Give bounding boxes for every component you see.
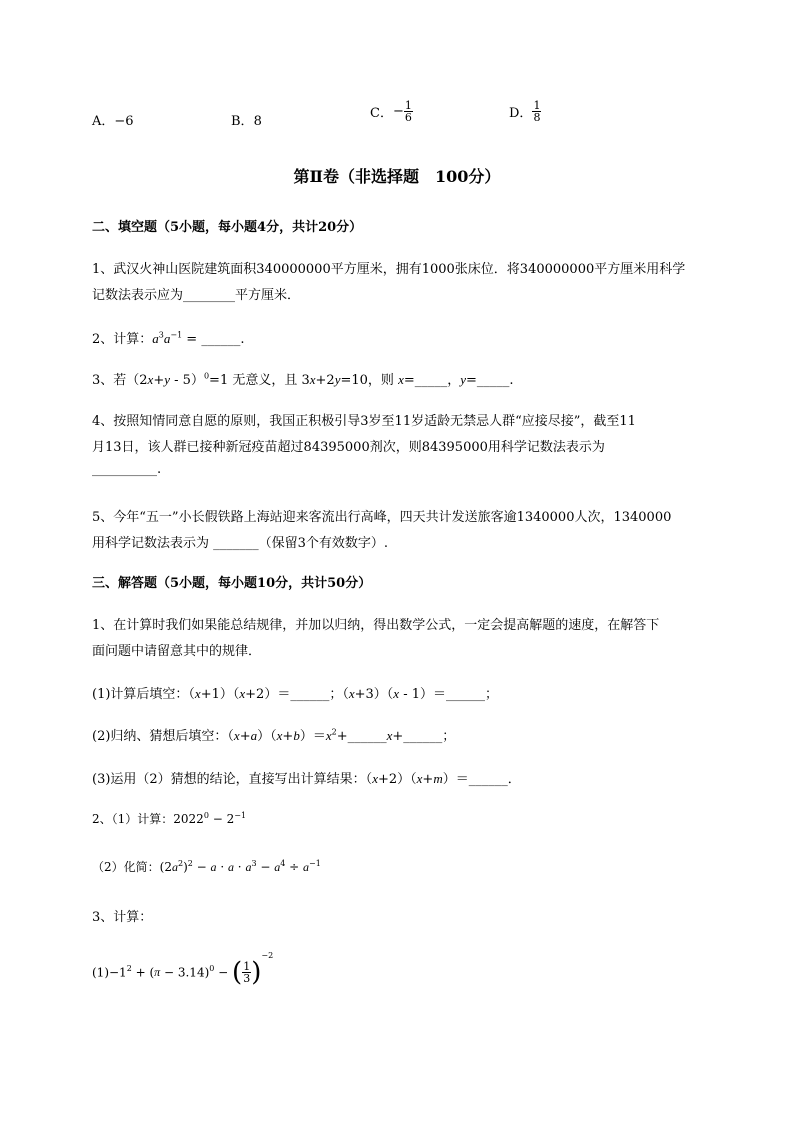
option-a [92,110,134,129]
part2-title: 第Ⅱ卷（非选择题 100分） [293,167,501,186]
s3-q1-part1 [92,683,498,702]
s3-q1-p1-e: - 1）＝______； [399,687,498,702]
option-d [509,100,541,123]
s3-q3-pi: π [154,965,161,979]
s3-q2-part2 [92,858,321,875]
s2-q4-line2: 月13日，该人群已接种新冠疫苗超过84395000剂次，则84395000用科学记数法表示为 [92,440,605,455]
s3-q3-numerator: 1 [243,960,251,973]
s3-q1-p3-d: ）＝______． [442,772,521,787]
s2-q2-exp2: −1 [170,330,183,340]
s3-q2-2-expr-e: ÷ [285,860,303,874]
s2-q3-mid4: =10，则 [340,373,399,388]
option-c-denominator: 6 [404,111,412,124]
s3-q3-prefix: 3、计算： [92,910,153,925]
s3-q2-2-e5: −1 [309,859,321,868]
s2-q3-y: y [164,372,171,387]
option-c-fraction [404,100,413,123]
s2-q5-line2: 用科学记数法表示为 _______（保留3个有效数字）. [92,536,389,551]
s3-q3-e1: 2 [126,964,132,973]
s2-q5-line1: 5、今年“五一”小长假铁路上海站迎来客流出行高峰，四天共计发送旅客逾1340000人次，1340000 [92,510,672,525]
s3-q1-p2-b-var: b [293,728,300,743]
s3-q2-1-base: 2022 [173,812,204,826]
s3-q1-p2-d: + [282,729,294,744]
s3-q1-p2-x3: x [325,728,332,743]
s3-q2-1-mid: − 2 [208,812,235,826]
s3-q1-p3-c: + [422,772,434,787]
s2-q2-exp1: 3 [158,330,164,340]
option-d-label: D． [509,106,533,121]
s3-q3-expr-b: + ( [131,965,155,980]
s3-q1-p3-m: m [433,771,443,786]
s3-q1-p2-x1: x [233,728,240,743]
s3-q2-2-a3: a [227,860,234,874]
s2-q4-line3: __________. [92,462,162,477]
s2-q2-suffix: = ______. [182,332,245,347]
s2-q3-mid5: =_____， [403,373,461,388]
option-c [370,100,413,123]
s2-q3-y3: y [460,372,467,387]
s3-q1-p1-x4: x [393,686,400,701]
s3-q1-line1: 1、在计算时我们如果能总结规律，并加以归纳，得出数学公式，一定会提高解题的速度，在解答下 [92,618,660,633]
s2-q3-mid3: +2 [315,373,335,388]
s3-q1-p1-x3: x [348,686,355,701]
section2-heading: 二、填空题（5小题，每小题4分，共计20分） [92,220,363,235]
s3-q2-2-a2: a [210,860,217,874]
s2-q3-x2: x [309,372,316,387]
s3-q2-2-dot2: · [233,860,246,874]
s2-q2-prefix: 2、计算： [92,332,153,347]
option-c-numerator: 1 [404,99,412,112]
s3-q2-2-expr-c: − [192,860,211,874]
s3-q3-left-paren: ( [232,957,243,988]
s3-q2-1-exp2: −1 [234,811,247,820]
s3-q3-expr-a: (1)−1 [92,965,127,980]
s3-q2-2-dot: · [216,860,228,874]
s3-q2-2-expr-a: (2 [159,860,172,874]
s3-q3-expr-c: − 3.14) [160,965,210,980]
option-a-label: A． [92,114,115,129]
s3-q1-p2-f: +______ [336,729,387,744]
s3-q2-1-prefix: 2、（1）计算： [92,812,174,826]
s3-q1-p3-x1: x [372,771,378,786]
option-d-denominator: 8 [533,111,541,124]
s3-q1-p2-a-var: a [250,728,258,743]
s3-q3-e2: 0 [209,964,215,973]
option-b [231,110,262,129]
s2-q3 [92,369,514,388]
s3-q1-p2-b: + [239,729,251,744]
s3-q1-p2-e: ）＝ [299,729,326,744]
s3-q3-fraction [242,961,251,984]
s3-q2-2-expr-d: − [256,860,275,874]
s2-q3-zero: 0 [203,371,210,381]
s3-q2-2-a5: a [274,860,281,874]
s3-q1-part2 [92,725,455,744]
s3-q3-expr-d: − [214,965,233,980]
s2-q2-var-b: a [163,331,171,346]
s3-q1-p2-g: +______； [392,729,456,744]
s2-q3-prefix: 3、若（2 [92,373,148,388]
s2-q3-x: x [147,372,154,387]
s3-q2-1-exp: 0 [203,811,209,820]
s3-q1-p3-a: (3)运用（2）猜想的结论，直接写出计算结果：（ [92,772,373,787]
s2-q1-line2: 记数法表示应为________平方厘米． [92,288,301,303]
s2-q3-plus: + [153,373,165,388]
s3-q1-line2: 面问题中请留意其中的规律． [92,644,262,659]
option-c-label: C． [370,106,393,121]
s3-q2-2-prefix: （2）化简： [92,860,160,874]
s3-q1-p1-a: (1)计算后填空：（ [92,687,195,702]
s3-q2-2-expr-b: ) [183,860,188,874]
option-d-fraction [532,100,541,123]
s2-q3-y2: y [334,372,341,387]
s2-q2-var-a: a [152,331,159,346]
s3-q2-2-a1: a [171,860,178,874]
s3-q1-p2-x2: x [276,728,283,743]
s2-q3-mid2: =1 无意义，且 3 [209,373,310,388]
s3-q1-p1-x2: x [239,686,246,701]
option-b-value: 8 [253,114,262,129]
s3-q1-part3 [92,768,521,787]
s3-q2-part1 [92,810,246,827]
s2-q2 [92,328,244,347]
option-c-sign: − [392,104,404,119]
option-a-value: −6 [114,114,134,129]
s3-q2-2-a4: a [245,860,252,874]
section3-heading: 三、解答题（5小题，每小题10分，共计50分） [92,576,372,591]
s2-q3-x3: x [398,372,404,387]
s3-q1-p1-x1: x [194,686,201,701]
s2-q3-end: =_____. [466,373,514,388]
s3-q1-p3-x2: x [416,771,423,786]
s3-q2-2-e3: 3 [251,859,257,868]
option-b-label: B． [231,114,254,129]
s3-q1-p1-b: +1）（ [200,687,240,702]
s3-q1-p1-d: +3）（ [354,687,394,702]
s3-q1-p1-c: +2）＝______；（ [245,687,349,702]
s2-q3-mid1: - 5） [170,373,204,388]
s3-q1-p2-a: (2)归纳、猜想后填空：（ [92,729,234,744]
s3-q1-p2-x4: x [386,728,393,743]
s3-q2-2-e1: 2 [177,859,184,868]
s3-q3-expression [92,951,274,988]
s2-q4-line1: 4、按照知情同意自愿的原则，我国正积极引导3岁至11岁适龄无禁忌人群“应接尽接”，截至11 [92,414,636,429]
s3-q2-2-e2: 2 [187,859,193,868]
s3-q1-p2-square: 2 [331,727,337,737]
s2-q1-line1: 1、武汉火神山医院建筑面积340000000平方厘米，拥有1000张床位．将340000000平方厘米用科学 [92,262,686,277]
s3-q3-denominator: 3 [243,972,251,985]
s3-q3-e3: −2 [261,951,274,960]
option-d-numerator: 1 [533,99,541,112]
s3-q1-p3-b: +2）（ [377,772,417,787]
s3-q3-right-paren: ) [251,957,262,988]
s3-q2-2-e4: 4 [280,859,286,868]
s3-q2-2-a6: a [303,860,309,874]
s3-q1-p2-c: ）（ [257,729,277,744]
